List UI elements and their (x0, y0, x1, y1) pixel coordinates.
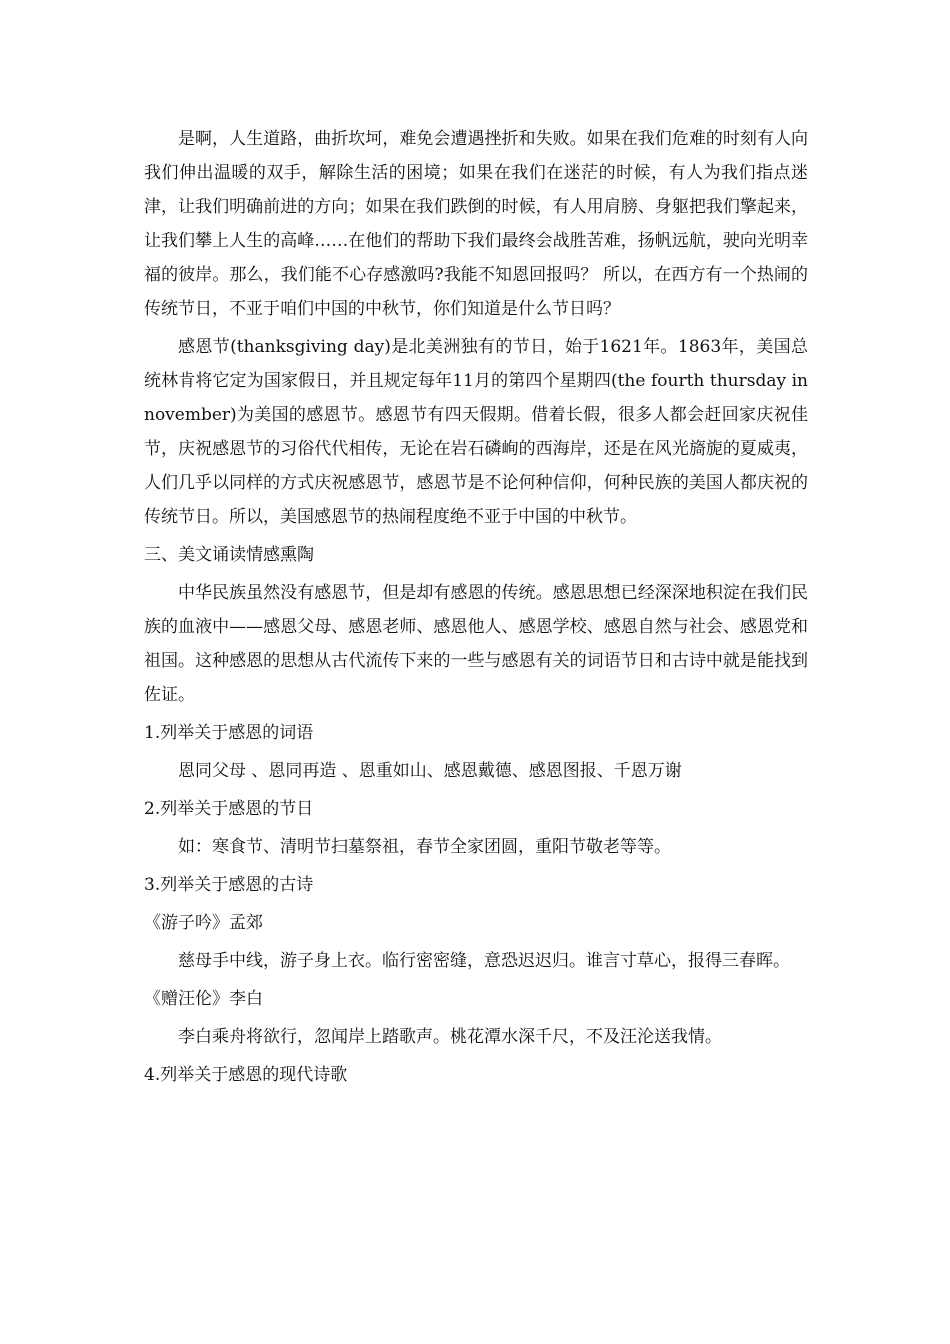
document-body (144, 122, 808, 1096)
tradition-paragraph: 中华民族虽然没有感恩节，但是却有感恩的传统。感恩思想已经深深地积淀在我们民族的血液中——感恩父母、感恩老师、感恩他人、感恩学校、感恩自然与社会、感恩党和祖国。这种感恩的思想从古代流传下来的一些与感恩有关的词语节日和古诗中就是能找到佐证。 (144, 583, 808, 705)
list-title-modern-poems: 4.列举关于感恩的现代诗歌 (144, 1065, 348, 1085)
list-title-words: 1.列举关于感恩的词语 (144, 723, 314, 743)
poem-title-youziyin: 《游子吟》孟郊 (144, 913, 263, 933)
thanksgiving-paragraph: 感恩节(thanksgiving day)是北美洲独有的节日，始于1621年。1863年，美国总统林肯将它定为国家假日，并且规定每年11月的第四个星期四(the fourth thursday in november)为美国的感恩节。感恩节有四天假期。借着长假，很多人都会赶回家庆祝佳节，庆祝感恩节的习俗代代相传，无论在岩石磷峋的西海岸，还是在风光旖旎的夏威夷，人们几乎以同样的方式庆祝感恩节，感恩节是不论何种信仰，何种民族的美国人都庆祝的传统节日。所以，美国感恩节的热闹程度绝不亚于中国的中秋节。 (144, 337, 808, 527)
section-heading: 三、美文诵读情感熏陶 (144, 545, 314, 565)
list-title-festivals: 2.列举关于感恩的节日 (144, 799, 314, 819)
intro-paragraph: 是啊，人生道路，曲折坎坷，难免会遭遇挫折和失败。如果在我们危难的时刻有人向我们伸出温暖的双手，解除生活的困境；如果在我们在迷茫的时候，有人为我们指点迷津，让我们明确前进的方向；如果在我们跌倒的时候，有人用肩膀、身躯把我们擎起来，让我们攀上人生的高峰……在他们的帮助下我们最终会战胜苦难，扬帆远航，驶向光明幸福的彼岸。那么，我们能不心存感激吗?我能不知恩回报吗？ 所以，在西方有一个热闹的传统节日，不亚于咱们中国的中秋节，你们知道是什么节日吗？ (144, 129, 808, 319)
poem-body-zengwanglun: 李白乘舟将欲行，忽闻岸上踏歌声。桃花潭水深千尺，不及汪沦送我情。 (178, 1027, 722, 1047)
poem-title-zengwanglun: 《赠汪伦》李白 (144, 989, 263, 1009)
list-title-ancient-poems: 3.列举关于感恩的古诗 (144, 875, 314, 895)
list-body-words: 恩同父母 、恩同再造 、恩重如山、感恩戴德、感恩图报、千恩万谢 (178, 761, 682, 781)
poem-body-youziyin: 慈母手中线，游子身上衣。临行密密缝，意恐迟迟归。谁言寸草心，报得三春晖。 (178, 951, 790, 971)
list-body-festivals: 如：寒食节、清明节扫墓祭祖，春节全家团圆，重阳节敬老等等。 (178, 837, 671, 857)
